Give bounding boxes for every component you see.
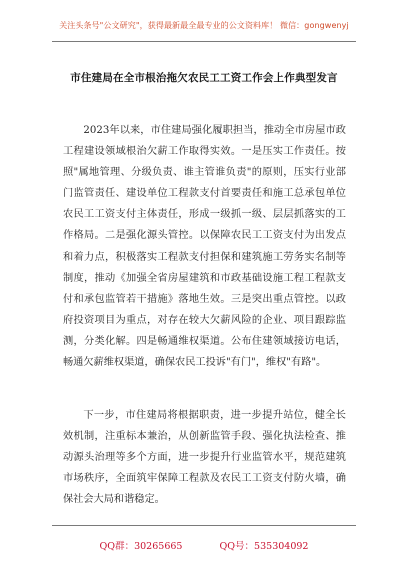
header-divider: [52, 41, 356, 42]
footer-contacts: [0, 538, 408, 552]
document-title: 市住建局在全市根治拖欠农民工工资工作会上作典型发言: [70, 72, 338, 84]
footer-divider: [52, 525, 356, 526]
footer-qq-group: QQ群：30265665: [99, 541, 183, 552]
body-paragraph-1: 2023年以来，市住建局强化履职担当，推动全市房屋市政工程建设领域根治欠薪工作取得实效。一是压实工作责任。按照"属地管理、分级负责、谁主管谁负责"的原则，压实行业部门监管责任、建设单位工程款支付首要责任和施工总承包单位农民工工资支付主体责任，形成一级抓一级、层层抓落实的工作格局。二是强化源头管控。以保障农民工工资支付为出发点和着力点，积极落实工程款支付担保和建筑施工劳务实名制等制度，推动《加强全省房屋建筑和市政基础设施工程工程款支付和承包监管若干措施》落地生效。三是突出重点管控。以政府投资项目为重点，对存在较大欠薪风险的企业、项目跟踪监测，分类化解。四是畅通维权渠道。公布住建领域接访电话，畅通欠薪维权渠道，确保农民工投诉"有门"，维权"有路"。: [63, 125, 346, 369]
footer-qq-number: QQ号：535304092: [219, 541, 309, 552]
header-promo-note: 关注头条号"公文研究"，获得最新最全最专业的公文资料库！ 微信：gongwenyj: [59, 21, 349, 30]
body-paragraph-2: 下一步，市住建局将根据职责，进一步提升站位，健全长效机制，注重标本兼治，从创新监管手段、强化执法检查、推动源头治理等多个方面，进一步提升行业监管水平，规范建筑市场秩序，全面筑牢保障工程款及农民工工资支付防火墙，确保社会大局和谐稳定。: [63, 410, 346, 506]
